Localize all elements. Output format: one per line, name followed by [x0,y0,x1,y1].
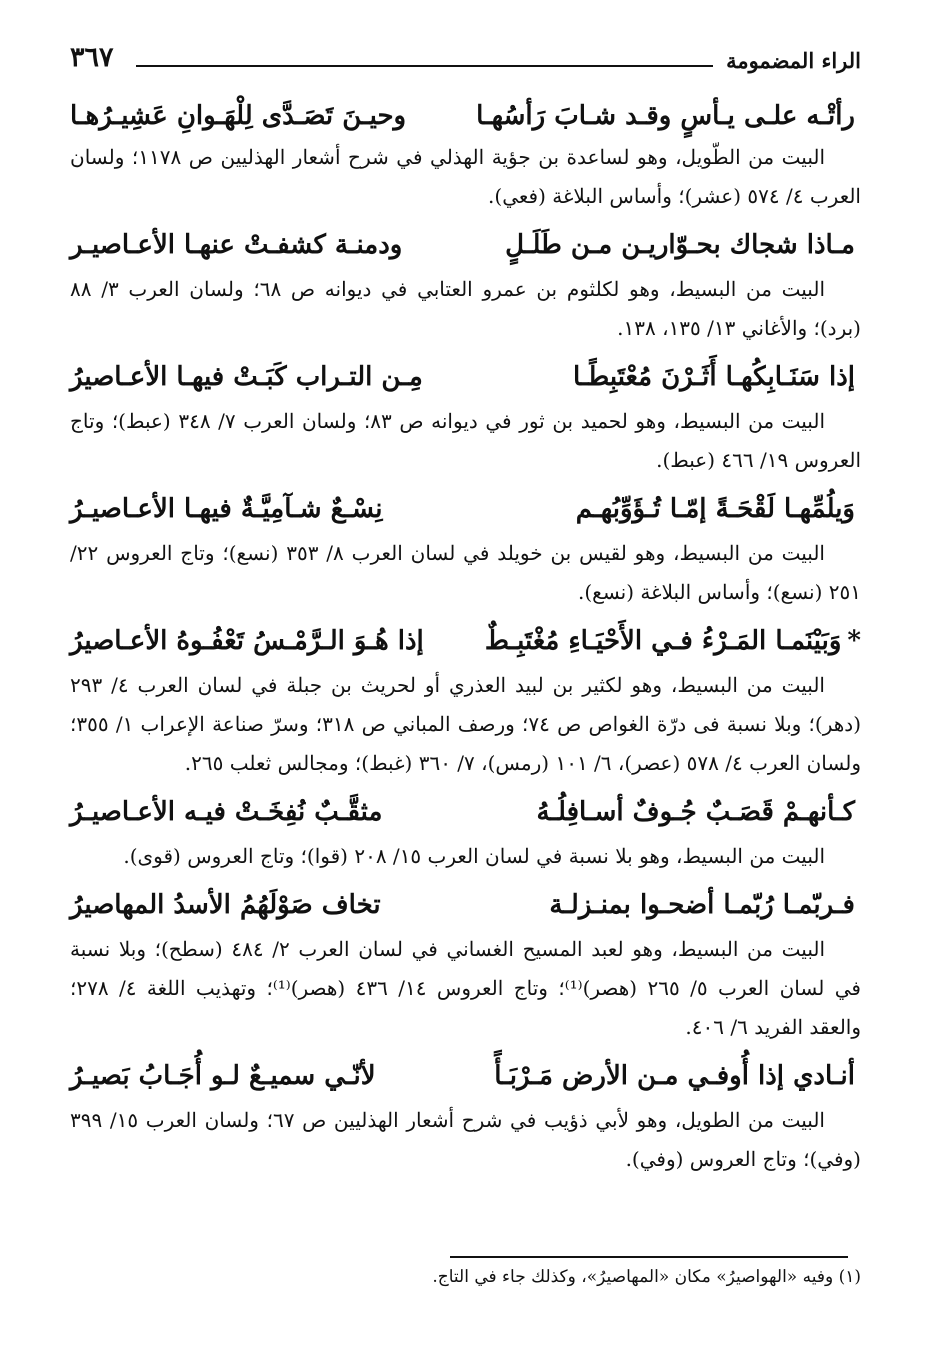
page-number: ٣٦٧ [70,42,114,73]
verse-commentary: البيت من البسيط، وهو لكثير بن لبيد العذري أو لحريث بن جبلة في لسان العرب ٤/ ٢٩٣ (دهر)؛ وبلا نسبة فى درّة الغواص ص ٧٤؛ ورصف المباني ص ٣١٨؛ وسرّ صناعة الإعراب ١/ ٣٥٥؛ ولسان العرب ٤/ ٥٧٨ (عصر)، ٦/ ١٠١ (رمس)، ٧/ ٣٦٠ (غبط)؛ ومجالس ثعلب ٢٦٥. [70,673,861,775]
verse-line [70,787,861,837]
verse-commentary: البيت من الطويل، وهو لأبي ذؤيب في شرح أشعار الهذليين ص ٦٧؛ ولسان العرب ١٥/ ٣٩٩ (وفي)؛ وتاج العروس (وفي). [70,1108,861,1171]
verse-first-hemistich [476,94,861,138]
starred-marker: * [847,626,861,656]
sadr-text: إذا سَنَـابِكُهـا أَثَـرْنَ مُعْتَبِطًـا [572,362,855,392]
verse-second-hemistich: لأنّـي سميـعٌ لـو أُجَـابُ بَصيـرُ [70,1061,376,1091]
verse-entry-6 [70,787,861,876]
verse-entry-3 [70,352,861,480]
sadr-text: كـأنهـمْ قَصَـبٌ جُـوفٌ أسـافِلُـهُ [536,797,855,827]
verse-second-hemistich: ودمنـة كشفـتْ عنهـا الأعـاصيـر [70,230,403,260]
verse-line [70,484,861,534]
sadr-text: وَيلُمِّهـا لَقْحَـةً إمّـا تُـؤَوِّبُهـم [575,494,855,524]
verse-line [70,616,861,666]
footnote-rule [450,1256,848,1258]
verse-entry-1 [70,94,861,216]
verse-second-hemistich: مثقَّـبٌ نُفِخَـتْ فيـه الأعـاصيـرُ [70,797,383,827]
verse-line [70,1051,861,1101]
footnote: (١) وفيه «الهواصيرُ» مكان «المهاصيرُ»، وكذلك جاء في التاج. [432,1267,861,1287]
verse-entry-4 [70,484,861,612]
verse-line [70,94,861,138]
sadr-text: مـاذا شجاك بحـوّاريـن مـن طَلَـلٍ [505,230,855,260]
verse-entry-7 [70,880,861,1047]
sadr-text: رأتْـه علـى يـأسٍ وقـد شـابَ رَأسُهـا [476,101,855,131]
verse-commentary: البيت من البسيط، وهو بلا نسبة في لسان العرب ١٥/ ٢٠٨ (قوا)؛ وتاج العروس (قوى). [123,844,825,868]
verse-second-hemistich: تخاف صَوْلَهُمُ الأسدُ المهاصيرُ [70,890,381,920]
verse-first-hemistich [485,616,861,666]
verse-first-hemistich [536,787,861,837]
verse-entry-2 [70,220,861,348]
verse-second-hemistich: نِسْـعٌ شـآمِيَّـةٌ فيهـا الأعـاصيـرُ [70,494,383,524]
verse-commentary: البيت من البسيط، وهو لحميد بن ثور في ديوانه ص ٨٣؛ ولسان العرب ٧/ ٣٤٨ (عبط)؛ وتاج العروس ١٩/ ٤٦٦ (عبط). [70,409,861,472]
verse-commentary: البيت من البسيط، وهو لقيس بن خويلد في لسان العرب ٨/ ٣٥٣ (نسع)؛ وتاج العروس ٢٢/ ٢٥١ (نسع)؛ وأساس البلاغة (نسع). [70,541,861,604]
sadr-text: فـربّمـا رُبّمـا أضحـوا بمنـزلـة [549,890,855,920]
verse-second-hemistich: مِـن التـراب كَبَـتْ فيهـا الأعـاصيرُ [70,362,423,392]
verse-line [70,352,861,402]
verse-second-hemistich: إذا هُـوَ الـرَّمْـسُ تَعْفُـوهُ الأعـاصيرُ [70,626,424,656]
verse-first-hemistich [505,220,861,270]
verse-commentary: البيت من الطّويل، وهو لساعدة بن جؤية الهذلي في شرح أشعار الهذليين ص ١١٧٨؛ ولسان العرب ٤/ ٥٧٤ (عشر)؛ وأساس البلاغة (فعي). [70,145,861,208]
verse-line [70,880,861,930]
page-body [70,94,861,1183]
verse-line [70,220,861,270]
verse-entry-8 [70,1051,861,1179]
verse-first-hemistich [573,352,861,402]
sadr-text: أنـادي إذا أُوفـي مـن الأرض مَـرْبَـأً [494,1061,855,1091]
verse-commentary: البيت من البسيط، وهو لكلثوم بن عمرو العتابي في ديوانه ص ٦٨؛ ولسان العرب ٣/ ٨٨ (برد)؛ والأغاني ١٣/ ١٣٥، ١٣٨. [70,277,861,340]
header-rule [136,65,713,67]
verse-entry-5 [70,616,861,783]
sadr-text: وَبَيْنَمـا المَـرْءُ فـي الأَحْيَـاءِ مُغْتَبِـطٌ [484,626,842,656]
running-title: الراء المضمومة [726,48,861,73]
page-header [70,42,861,82]
verse-first-hemistich [549,880,861,930]
verse-first-hemistich [494,1051,861,1101]
verse-commentary: البيت من البسيط، وهو لعبد المسيح الغساني في لسان العرب ٢/ ٤٨٤ (سطح)؛ وبلا نسبة في لسان العرب ٥/ ٢٦٥ (هصر)⁽¹⁾؛ وتاج العروس ١٤/ ٤٣٦ (هصر)⁽¹⁾؛ وتهذيب اللغة ٤/ ٢٧٨؛ والعقد الفريد ٦/ ٤٠٦. [70,937,861,1039]
verse-first-hemistich [576,484,861,534]
verse-second-hemistich: وحيـنَ تَصَـدَّى لِلْهَـوانِ عَشِيـرُهـا [70,101,407,131]
